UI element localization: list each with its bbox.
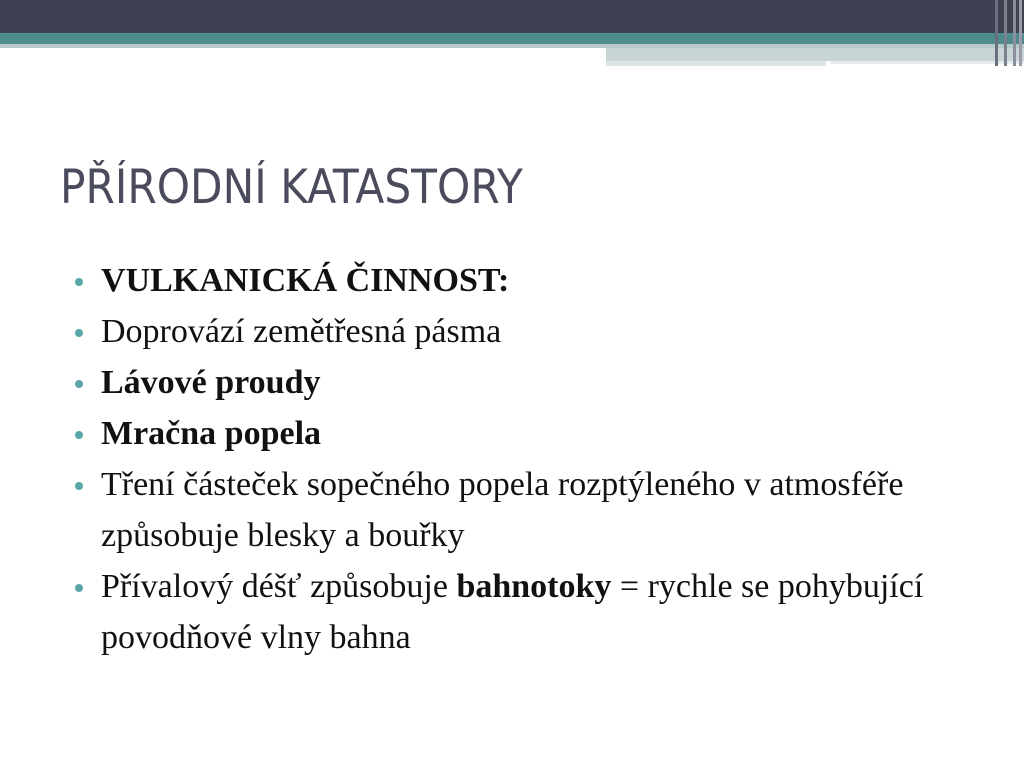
- header-stripe: [995, 0, 998, 66]
- bullet-text: Doprovází zemětřesná pásma: [101, 313, 502, 350]
- bullet-text-post: = rychle se pohybující povodňové vlny bahna: [101, 568, 924, 656]
- bullet-item: [70, 357, 970, 408]
- bullet-dot-icon: [75, 584, 83, 592]
- slide-title: PŘÍRODNÍ KATASTORY: [60, 160, 523, 215]
- header-stripe: [1013, 0, 1016, 66]
- header-band-accent: [606, 48, 1024, 61]
- bullet-item: [70, 561, 970, 663]
- header-band-dark: [0, 0, 1024, 33]
- bullet-item: [70, 255, 970, 306]
- header-band-accent-thin: [606, 61, 826, 66]
- header-band-teal: [0, 33, 1024, 44]
- bullet-dot-icon: [75, 380, 83, 388]
- bullet-list: [70, 255, 970, 663]
- bullet-item: [70, 408, 970, 459]
- bullet-dot-icon: [75, 278, 83, 286]
- bullet-bold-text: Lávové proudy: [101, 364, 321, 401]
- bullet-text-pre: Přívalový déšť způsobuje: [101, 568, 457, 605]
- bullet-dot-icon: [75, 431, 83, 439]
- bullet-item: [70, 459, 970, 561]
- bullet-bold-text: VULKANICKÁ ČINNOST:: [101, 262, 510, 299]
- header-stripe: [1019, 0, 1022, 66]
- bullet-bold-term: bahnotoky: [456, 568, 612, 605]
- bullet-dot-icon: [75, 482, 83, 490]
- bullet-bold-text: Mračna popela: [101, 415, 322, 452]
- header-stripe: [1004, 0, 1007, 66]
- bullet-text: Tření částeček sopečného popela rozptýleného v atmosféře způsobuje blesky a bouřky: [101, 466, 904, 554]
- bullet-item: [70, 306, 970, 357]
- bullet-dot-icon: [75, 329, 83, 337]
